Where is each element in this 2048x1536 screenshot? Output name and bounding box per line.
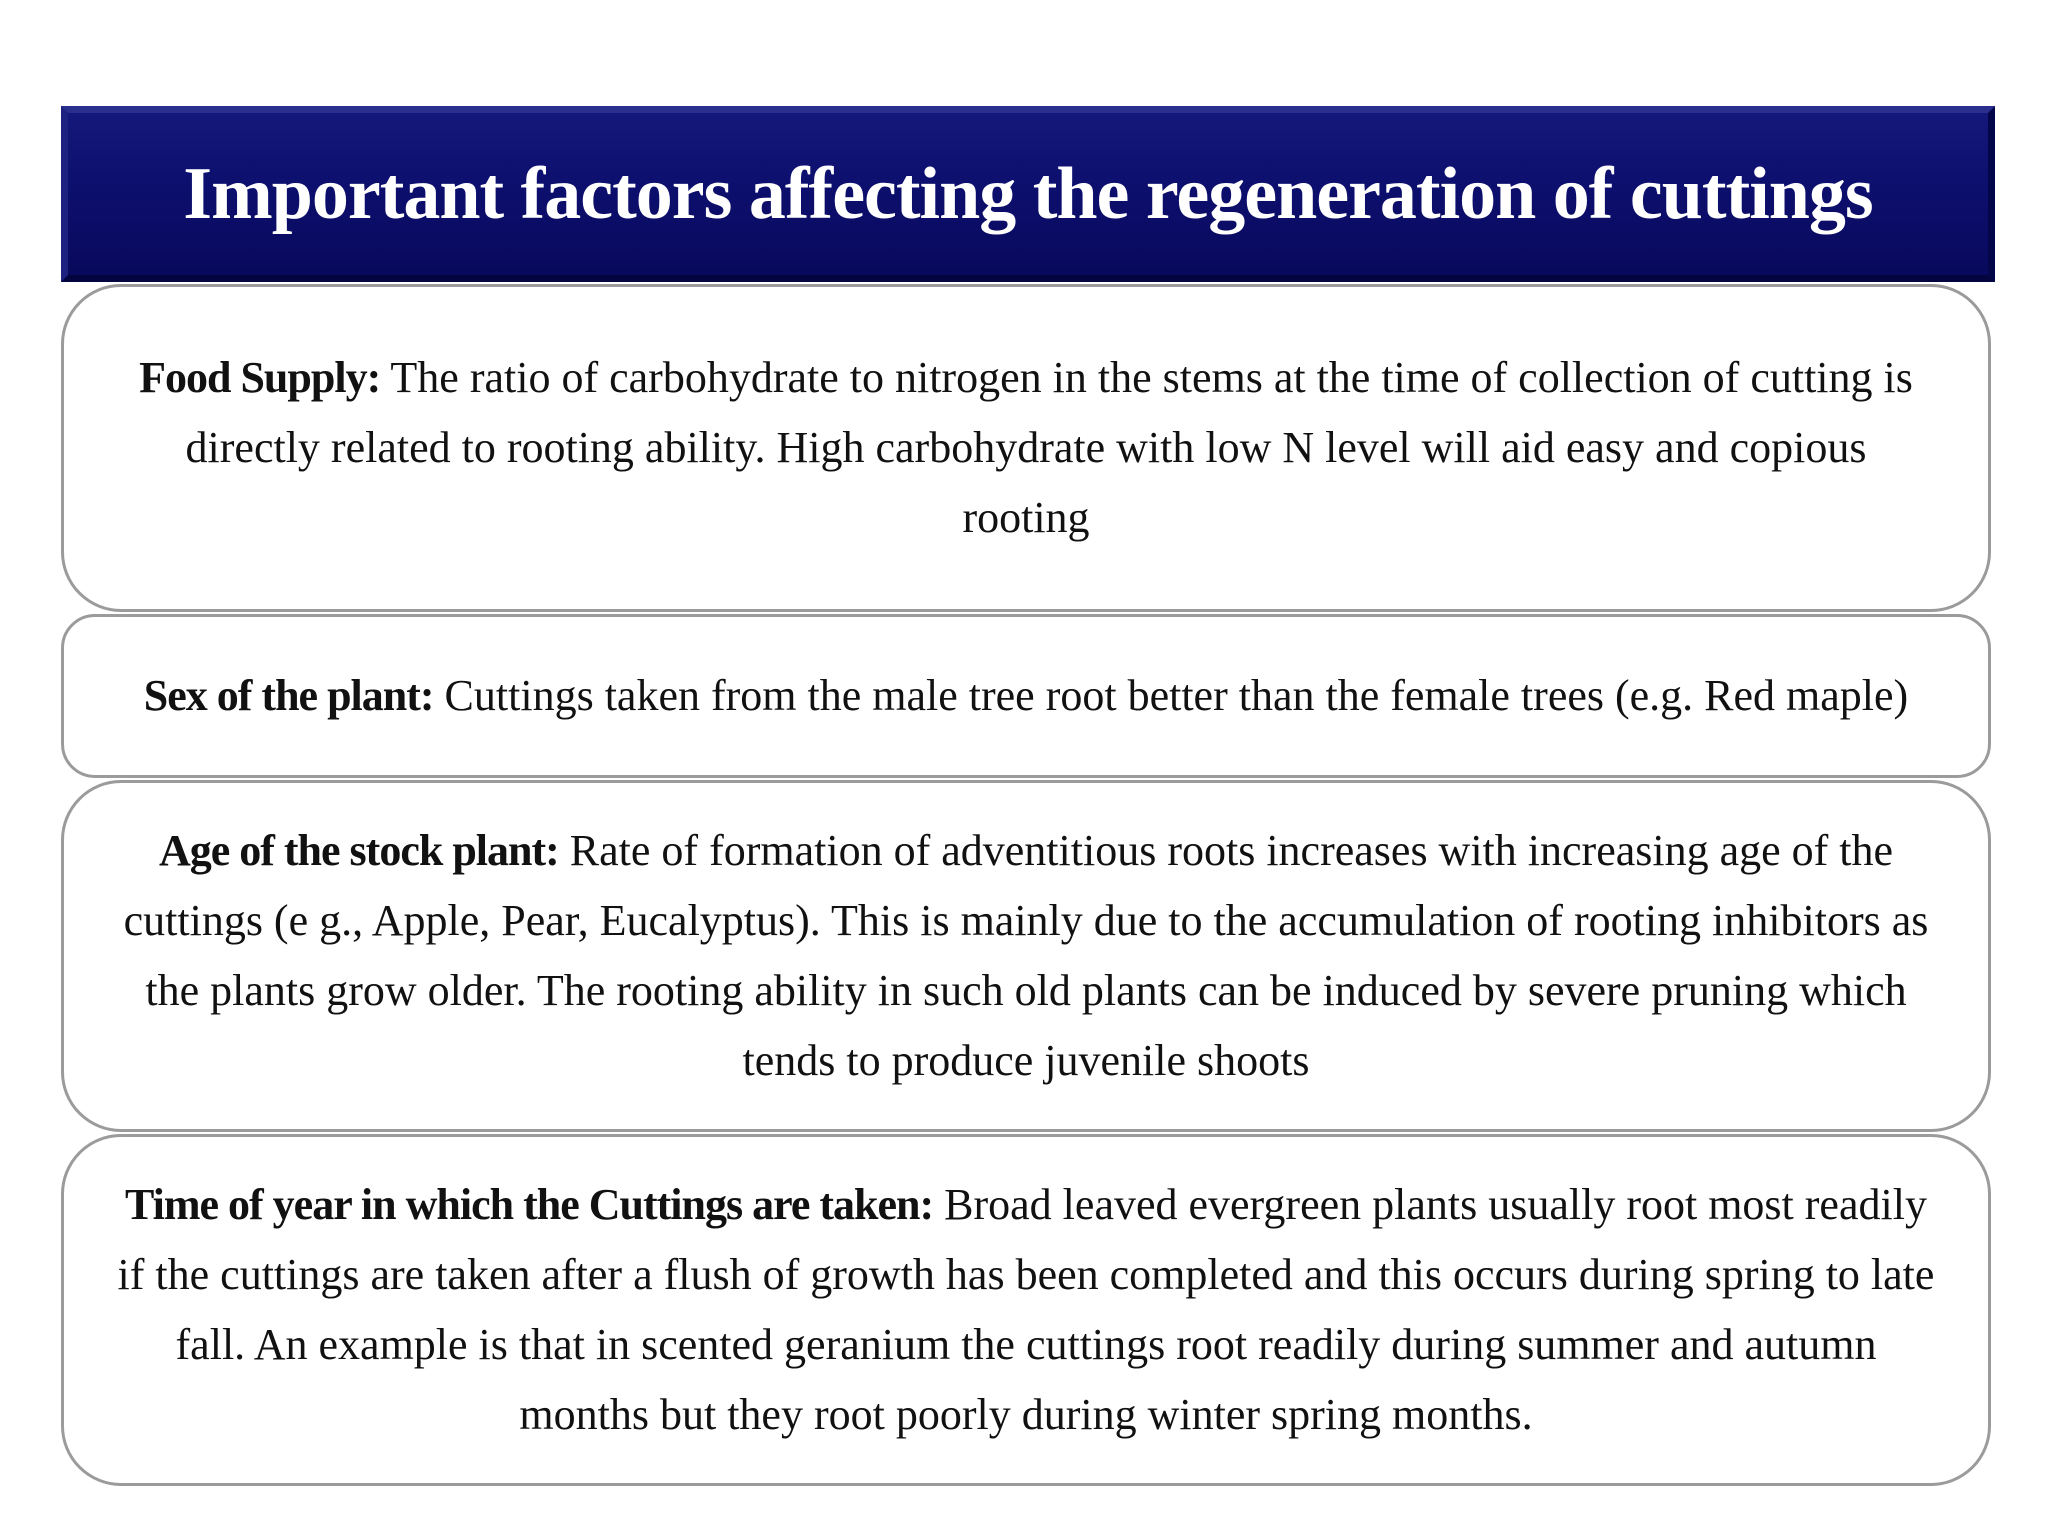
factor-paragraph: [104, 816, 1948, 1096]
factor-box-food-supply: [61, 284, 1991, 612]
page-title: Important factors affecting the regeneration of cuttings: [183, 152, 1873, 235]
factor-paragraph: [124, 343, 1928, 553]
factor-box-age-of-stock-plant: [61, 780, 1991, 1132]
factor-paragraph: [114, 1170, 1938, 1450]
factor-label: Food Supply:: [139, 353, 381, 402]
factor-text: The ratio of carbohydrate to nitrogen in the stems at the time of collection of cutting is directly related to rooting ability. High carbohydrate with low N level will aid easy and copious rooting: [185, 353, 1913, 542]
factor-text: Broad leaved evergreen plants usually root most readily if the cuttings are taken after a flush of growth has been completed and this occurs during spring to late fall. An example is that in scented geranium the cuttings root readily during summer and autumn months but they root poorly during winter spring months.: [117, 1180, 1935, 1439]
factor-text: Cuttings taken from the male tree root better than the female trees (e.g. Red maple): [433, 671, 1909, 720]
factor-label: Age of the stock plant:: [158, 826, 559, 875]
factor-label: Time of year in which the Cuttings are taken:: [125, 1180, 934, 1229]
factor-label: Sex of the plant:: [143, 671, 434, 720]
factor-box-time-of-year: [61, 1134, 1991, 1486]
factor-text: Rate of formation of adventitious roots increases with increasing age of the cuttings (e g., Apple, Pear, Eucalyptus). This is mainly due to the accumulation of rooting inhibitors as the plants grow older. The rooting ability in such old plants can be induced by severe pruning which tends to produce juvenile shoots: [123, 826, 1929, 1085]
factor-paragraph: [144, 661, 1908, 731]
title-banner: [61, 106, 1995, 282]
factor-box-sex-of-plant: [61, 614, 1991, 778]
